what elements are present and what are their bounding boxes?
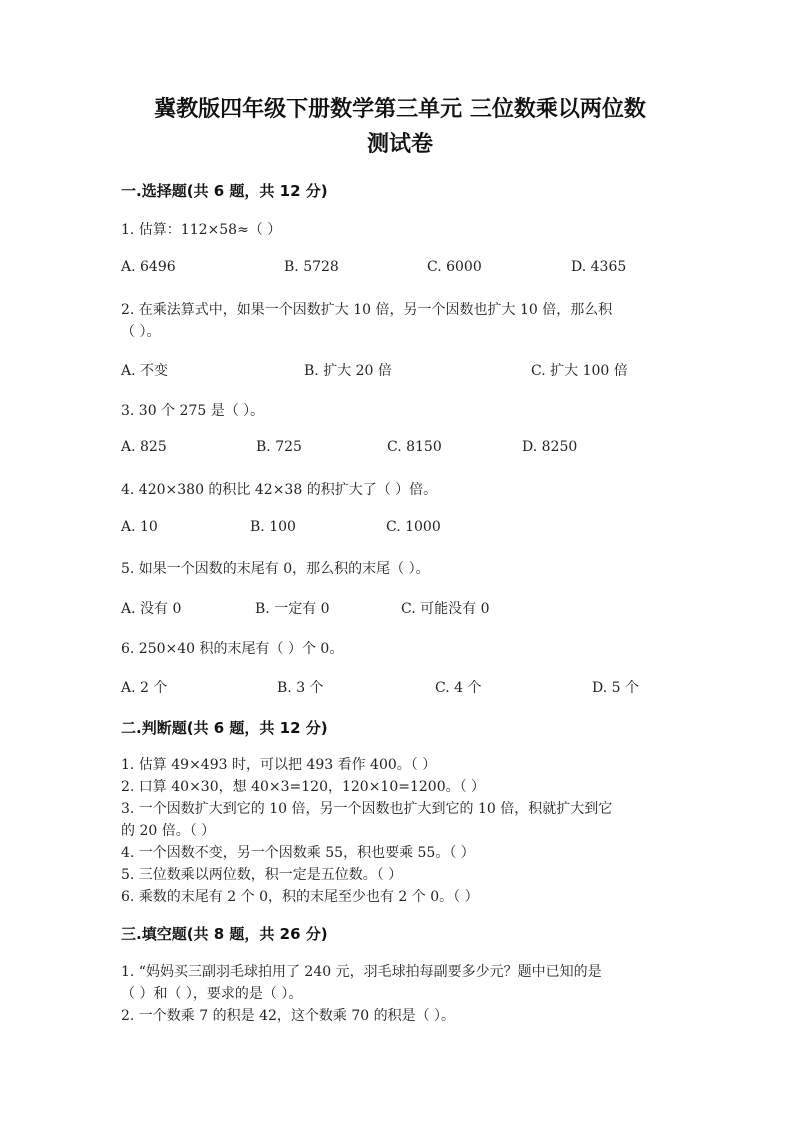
q4-option-a: A. 10 [121,519,158,535]
question-2-line2: （ ）。 [121,324,161,340]
question-6: 6. 250×40 积的末尾有（ ）个 0。 [121,641,344,657]
page-title-line2: 测试卷 [366,132,433,157]
question-5: 5. 如果一个因数的末尾有 0，那么积的末尾（ ）。 [121,561,430,577]
section-heading-choice: 一.选择题(共 6 题，共 12 分) [121,182,328,200]
question-4: 4. 420×380 的积比 42×38 的积扩大了（ ）倍。 [121,482,438,498]
q3-option-d: D. 8250 [522,439,578,455]
judgment-line-6: 6. 乘数的末尾有 2 个 0，积的末尾至少也有 2 个 0。（ ） [121,889,479,905]
q5-option-c: C. 可能没有 0 [401,601,490,617]
judgment-line-4: 4. 一个因数不变，另一个因数乘 55，积也要乘 55。（ ） [121,845,475,861]
q5-option-a: A. 没有 0 [121,601,182,617]
q4-option-c: C. 1000 [386,519,441,535]
q3-option-b: B. 725 [256,439,302,455]
q2-option-a: A. 不变 [121,363,169,379]
section-heading-fill: 三.填空题(共 8 题，共 26 分) [121,925,328,943]
fill-line-1b: （ ）和（ ），要求的是（ ）。 [121,986,303,1002]
judgment-line-3b: 的 20 倍。（ ） [121,823,216,839]
q4-option-b: B. 100 [250,519,296,535]
q1-option-d: D. 4365 [571,259,627,275]
fill-line-1a: 1. “妈妈买三副羽毛球拍用了 240 元，羽毛球拍每副要多少元？题中已知的是 [121,964,602,980]
question-1: 1. 估算：112×58≈（ ） [121,222,282,238]
q5-option-b: B. 一定有 0 [255,601,330,617]
fill-line-2: 2. 一个数乘 7 的积是 42，这个数乘 70 的积是（ ）。 [121,1008,456,1024]
q6-option-a: A. 2 个 [121,680,168,696]
q1-option-c: C. 6000 [427,259,482,275]
page-title-line1: 冀教版四年级下册数学第三单元 三位数乘以两位数 [154,97,646,122]
q1-option-a: A. 6496 [121,259,176,275]
section-heading-judgment: 二.判断题(共 6 题，共 12 分) [121,719,328,737]
judgment-line-1: 1. 估算 49×493 时，可以把 493 看作 400。（ ） [121,757,437,773]
q2-option-c: C. 扩大 100 倍 [531,363,628,379]
q3-option-a: A. 825 [121,439,167,455]
question-2-line1: 2. 在乘法算式中，如果一个因数扩大 10 倍，另一个因数也扩大 10 倍，那么积 [121,302,613,318]
q1-option-b: B. 5728 [284,259,339,275]
judgment-line-3a: 3. 一个因数扩大到它的 10 倍，另一个因数也扩大到它的 10 倍，积就扩大到它 [121,801,613,817]
judgment-line-5: 5. 三位数乘以两位数，积一定是五位数。（ ） [121,867,403,883]
q3-option-c: C. 8150 [387,439,442,455]
q6-option-d: D. 5 个 [592,680,639,696]
q2-option-b: B. 扩大 20 倍 [304,363,392,379]
judgment-line-2: 2. 口算 40×30，想 40×3=120，120×10=1200。（ ） [121,779,486,795]
question-3: 3. 30 个 275 是（ ）。 [121,403,265,419]
q6-option-b: B. 3 个 [277,680,324,696]
q6-option-c: C. 4 个 [435,680,482,696]
